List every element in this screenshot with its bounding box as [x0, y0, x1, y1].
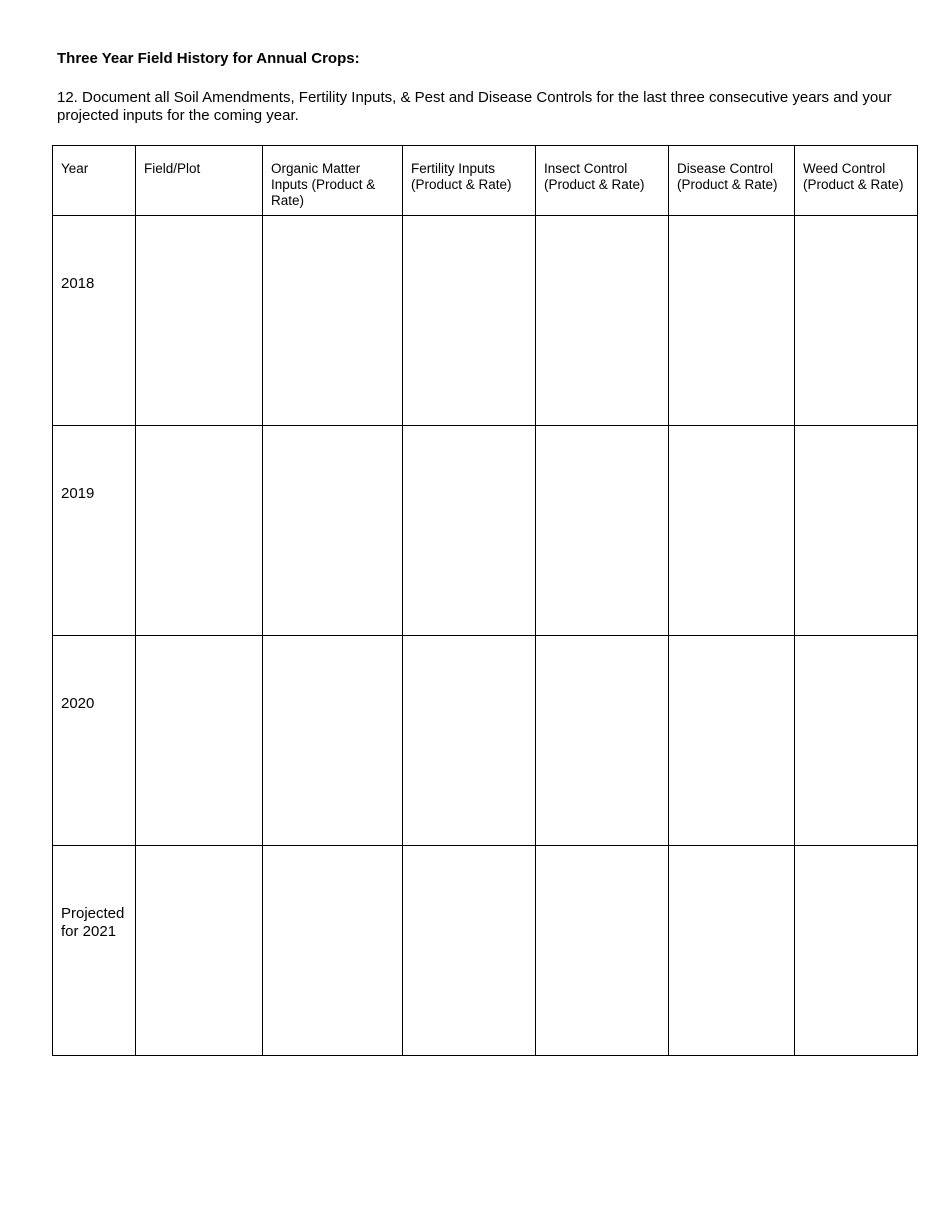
fertility-inputs-cell[interactable] — [403, 846, 536, 1056]
field-plot-cell[interactable] — [136, 846, 263, 1056]
year-cell: 2019 — [53, 426, 136, 636]
table-row — [53, 636, 918, 846]
insect-control-cell[interactable] — [536, 846, 669, 1056]
instructions-text: 12. Document all Soil Amendments, Fertility Inputs, & Pest and Disease Controls for the last three consecutive years and your projected inputs for the coming year. — [57, 89, 892, 124]
organic-matter-cell[interactable] — [263, 426, 403, 636]
insect-control-cell[interactable] — [536, 426, 669, 636]
header-organic-matter: Organic Matter Inputs (Product & Rate) — [263, 146, 403, 216]
year-cell: Projected for 2021 — [53, 846, 136, 1056]
header-row — [53, 146, 918, 216]
fertility-inputs-cell[interactable] — [403, 426, 536, 636]
header-insect-control: Insect Control (Product & Rate) — [536, 146, 669, 216]
disease-control-cell[interactable] — [669, 636, 795, 846]
field-history-table — [52, 145, 918, 1056]
disease-control-cell[interactable] — [669, 216, 795, 426]
organic-matter-cell[interactable] — [263, 636, 403, 846]
weed-control-cell[interactable] — [795, 426, 918, 636]
table-row — [53, 426, 918, 636]
fertility-inputs-cell[interactable] — [403, 216, 536, 426]
field-plot-cell[interactable] — [136, 426, 263, 636]
organic-matter-cell[interactable] — [263, 216, 403, 426]
disease-control-cell[interactable] — [669, 846, 795, 1056]
disease-control-cell[interactable] — [669, 426, 795, 636]
insect-control-cell[interactable] — [536, 636, 669, 846]
year-cell: 2020 — [53, 636, 136, 846]
year-cell: 2018 — [53, 216, 136, 426]
header-weed-control: Weed Control (Product & Rate) — [795, 146, 918, 216]
field-plot-cell[interactable] — [136, 636, 263, 846]
fertility-inputs-cell[interactable] — [403, 636, 536, 846]
insect-control-cell[interactable] — [536, 216, 669, 426]
organic-matter-cell[interactable] — [263, 846, 403, 1056]
header-year: Year — [53, 146, 136, 216]
field-plot-cell[interactable] — [136, 216, 263, 426]
weed-control-cell[interactable] — [795, 636, 918, 846]
table-row — [53, 846, 918, 1056]
weed-control-cell[interactable] — [795, 216, 918, 426]
header-field-plot: Field/Plot — [136, 146, 263, 216]
page-title: Three Year Field History for Annual Crops: — [57, 50, 360, 67]
table-row — [53, 216, 918, 426]
header-disease-control: Disease Control (Product & Rate) — [669, 146, 795, 216]
weed-control-cell[interactable] — [795, 846, 918, 1056]
header-fertility-inputs: Fertility Inputs (Product & Rate) — [403, 146, 536, 216]
